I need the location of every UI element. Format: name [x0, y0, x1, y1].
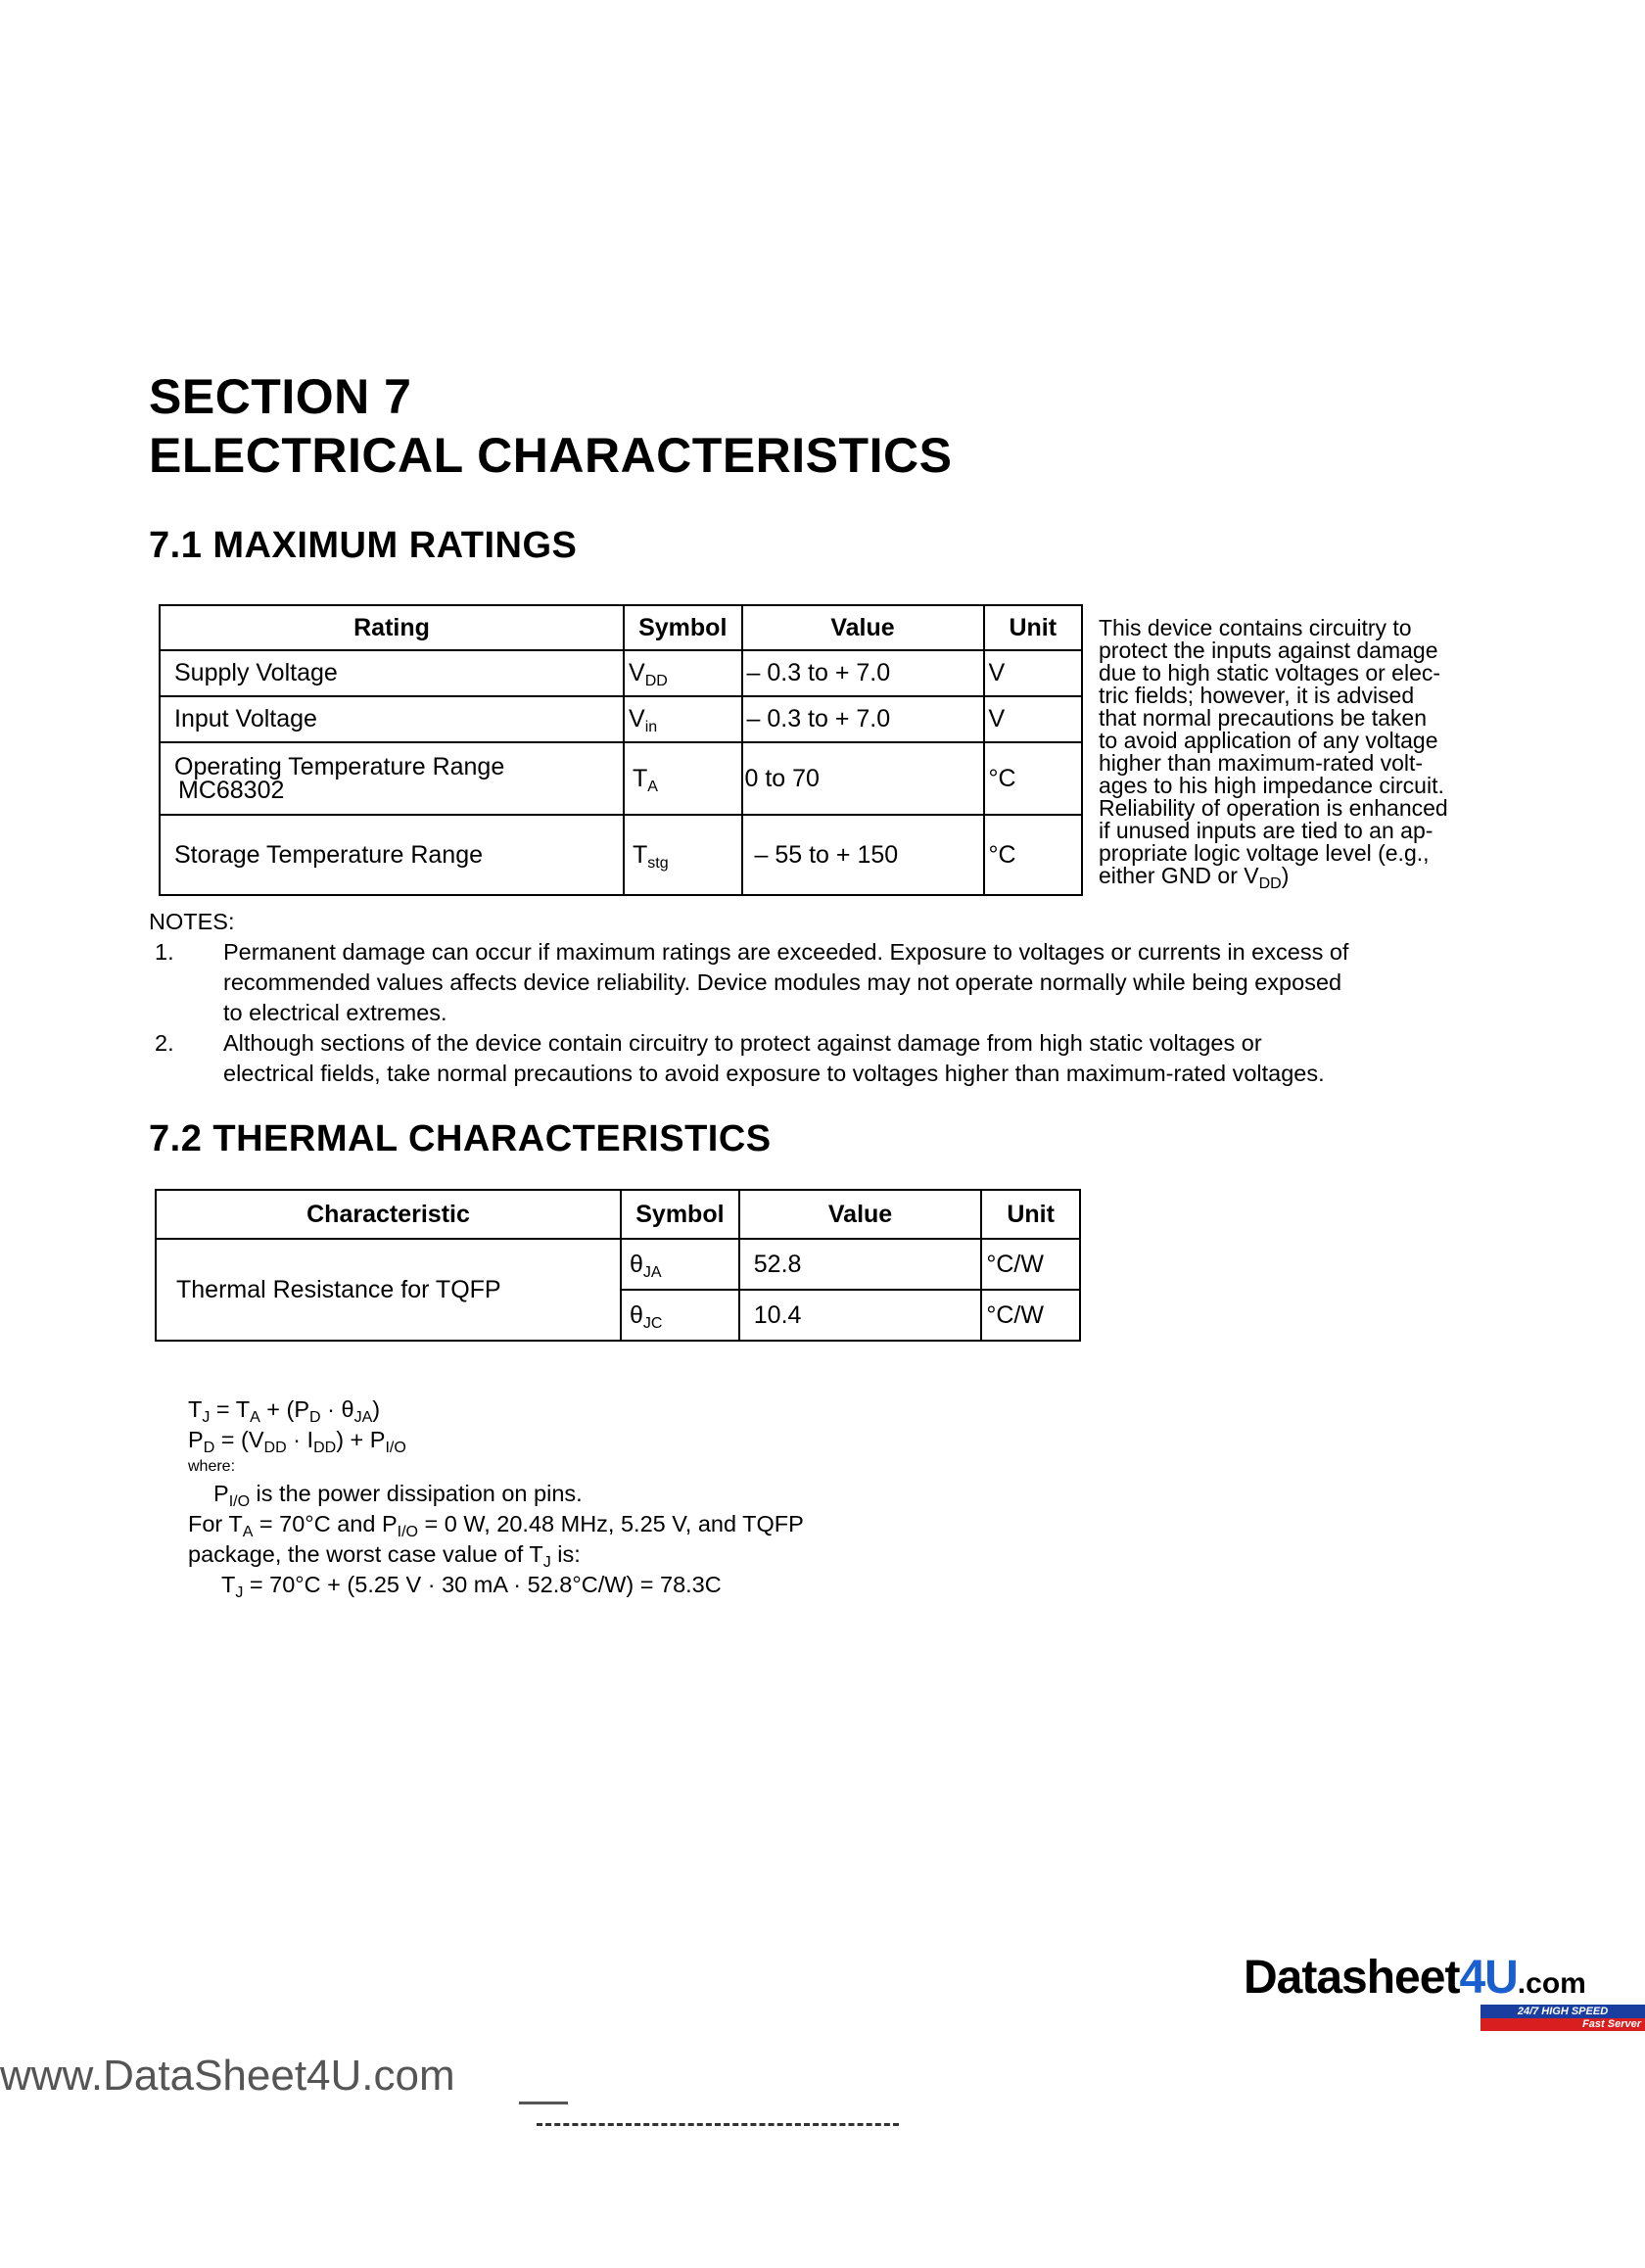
equations	[188, 1394, 1069, 1600]
unit-cell: °C	[984, 815, 1082, 895]
unit-cell: °C/W	[981, 1290, 1080, 1341]
max-ratings-heading: 7.1 MAXIMUM RATINGS	[149, 525, 578, 566]
notes-label: NOTES:	[149, 909, 235, 934]
note-item: 1. Permanent damage can occur if maximum ratings are exceeded. Exposure to voltages or currents in excess of recommended values affects device reliability. Device modules may not operate normally while being exposed to electrical extremes.	[155, 939, 1349, 1025]
condition-text: For $T_A = 70^\circ C$ and $P_{I/O} = 0$ W, 20.48 MHz, 5.25 V, and TQFP	[188, 1511, 804, 1540]
footer-dash-decoration	[537, 2117, 899, 2126]
equation-tj: $T_J = T_A + (P_D \cdot \theta_{JA})$	[188, 1396, 381, 1426]
value-cell: 0 to 70	[742, 742, 984, 815]
logo-tagline: 24/7 HIGH SPEED	[1480, 2005, 1645, 2018]
characteristic-cell: Thermal Resistance for TQFP	[156, 1239, 621, 1341]
unit-cell: V	[984, 696, 1082, 742]
note-number: 1.	[155, 939, 174, 965]
table-row	[156, 1239, 1080, 1290]
unit-cell: V	[984, 650, 1082, 696]
table-row	[160, 696, 1082, 742]
header-unit: Unit	[981, 1190, 1080, 1239]
table-header-row	[160, 605, 1082, 650]
rating-cell: Operating Temperature Range MC68302	[160, 742, 624, 815]
section-name: ELECTRICAL CHARACTERISTICS	[149, 428, 953, 483]
table-header-row	[156, 1190, 1080, 1239]
section-title	[149, 367, 952, 485]
unit-cell: °C	[984, 742, 1082, 815]
header-characteristic: Characteristic	[156, 1190, 621, 1239]
pio-definition: $P_{I/O}$ is the power dissipation on pins.	[213, 1481, 583, 1510]
symbol-cell: $V_{DD}$	[624, 650, 742, 696]
thermal-table	[155, 1189, 1081, 1342]
symbol-cell: $T_{stg}$	[624, 815, 742, 895]
package-text: package, the worst case value of $T_J$ is:	[188, 1541, 581, 1571]
value-cell: 52.8	[739, 1239, 982, 1290]
where-label: where:	[188, 1458, 236, 1475]
header-rating: Rating	[160, 605, 624, 650]
table-row	[160, 815, 1082, 895]
header-value: Value	[739, 1190, 982, 1239]
header-unit: Unit	[984, 605, 1082, 650]
logo-tagline-2: Fast Server	[1480, 2018, 1645, 2031]
rating-cell: Input Voltage	[160, 696, 624, 742]
unit-cell: °C/W	[981, 1239, 1080, 1290]
footer-underline	[519, 2102, 568, 2104]
max-ratings-table	[159, 604, 1083, 896]
header-value: Value	[742, 605, 984, 650]
value-cell: – 0.3 to + 7.0	[742, 696, 984, 742]
table-row	[160, 742, 1082, 815]
note-item: 2. Although sections of the device contain circuitry to protect against damage from high static voltages or electrical fields, take normal precautions to avoid exposure to voltages higher than maximum-rated voltages.	[155, 1030, 1325, 1086]
value-cell: 10.4	[739, 1290, 982, 1341]
value-cell: – 55 to + 150	[742, 815, 984, 895]
equation-pd: $P_D = (V_{DD} \cdot I_{DD}) + P_{I/O}$	[188, 1427, 406, 1456]
symbol-cell: $\theta_{JA}$	[621, 1239, 739, 1290]
worst-case-equation: $T_J = 70^\circ C + (5.25$ V · 30 mA · 52.8°C/W) = 78.3C	[221, 1572, 722, 1601]
side-note: This device contains circuitry to protect the inputs against damage due to high static voltages or elec- tric fields; however, it is advised that normal precautions be taken to avoid application of any voltage higher than maximum-rated volt- ages to his high impedance circuit. Reliability of operation is enhanced if unused inputs are tied to an ap- propriate logic voltage level (e.g., either GND or $V_{DD}$)	[1099, 615, 1448, 892]
header-symbol: Symbol	[624, 605, 742, 650]
section-number: SECTION 7	[149, 369, 412, 424]
table-row	[160, 650, 1082, 696]
footer-website[interactable]: www.DataSheet4U.com	[0, 2052, 455, 2100]
rating-cell: Supply Voltage	[160, 650, 624, 696]
note-number: 2.	[155, 1030, 174, 1056]
datasheet4u-logo: Datasheet4U.com 24/7 HIGH SPEED Fast Server	[1244, 1951, 1635, 2041]
notes-section	[149, 907, 1471, 1089]
symbol-cell: $\theta_{JC}$	[621, 1290, 739, 1341]
rating-cell: Storage Temperature Range	[160, 815, 624, 895]
value-cell: – 0.3 to + 7.0	[742, 650, 984, 696]
header-symbol: Symbol	[621, 1190, 739, 1239]
symbol-cell: $T_A$	[624, 742, 742, 815]
thermal-heading: 7.2 THERMAL CHARACTERISTICS	[149, 1118, 772, 1159]
symbol-cell: $V_{in}$	[624, 696, 742, 742]
